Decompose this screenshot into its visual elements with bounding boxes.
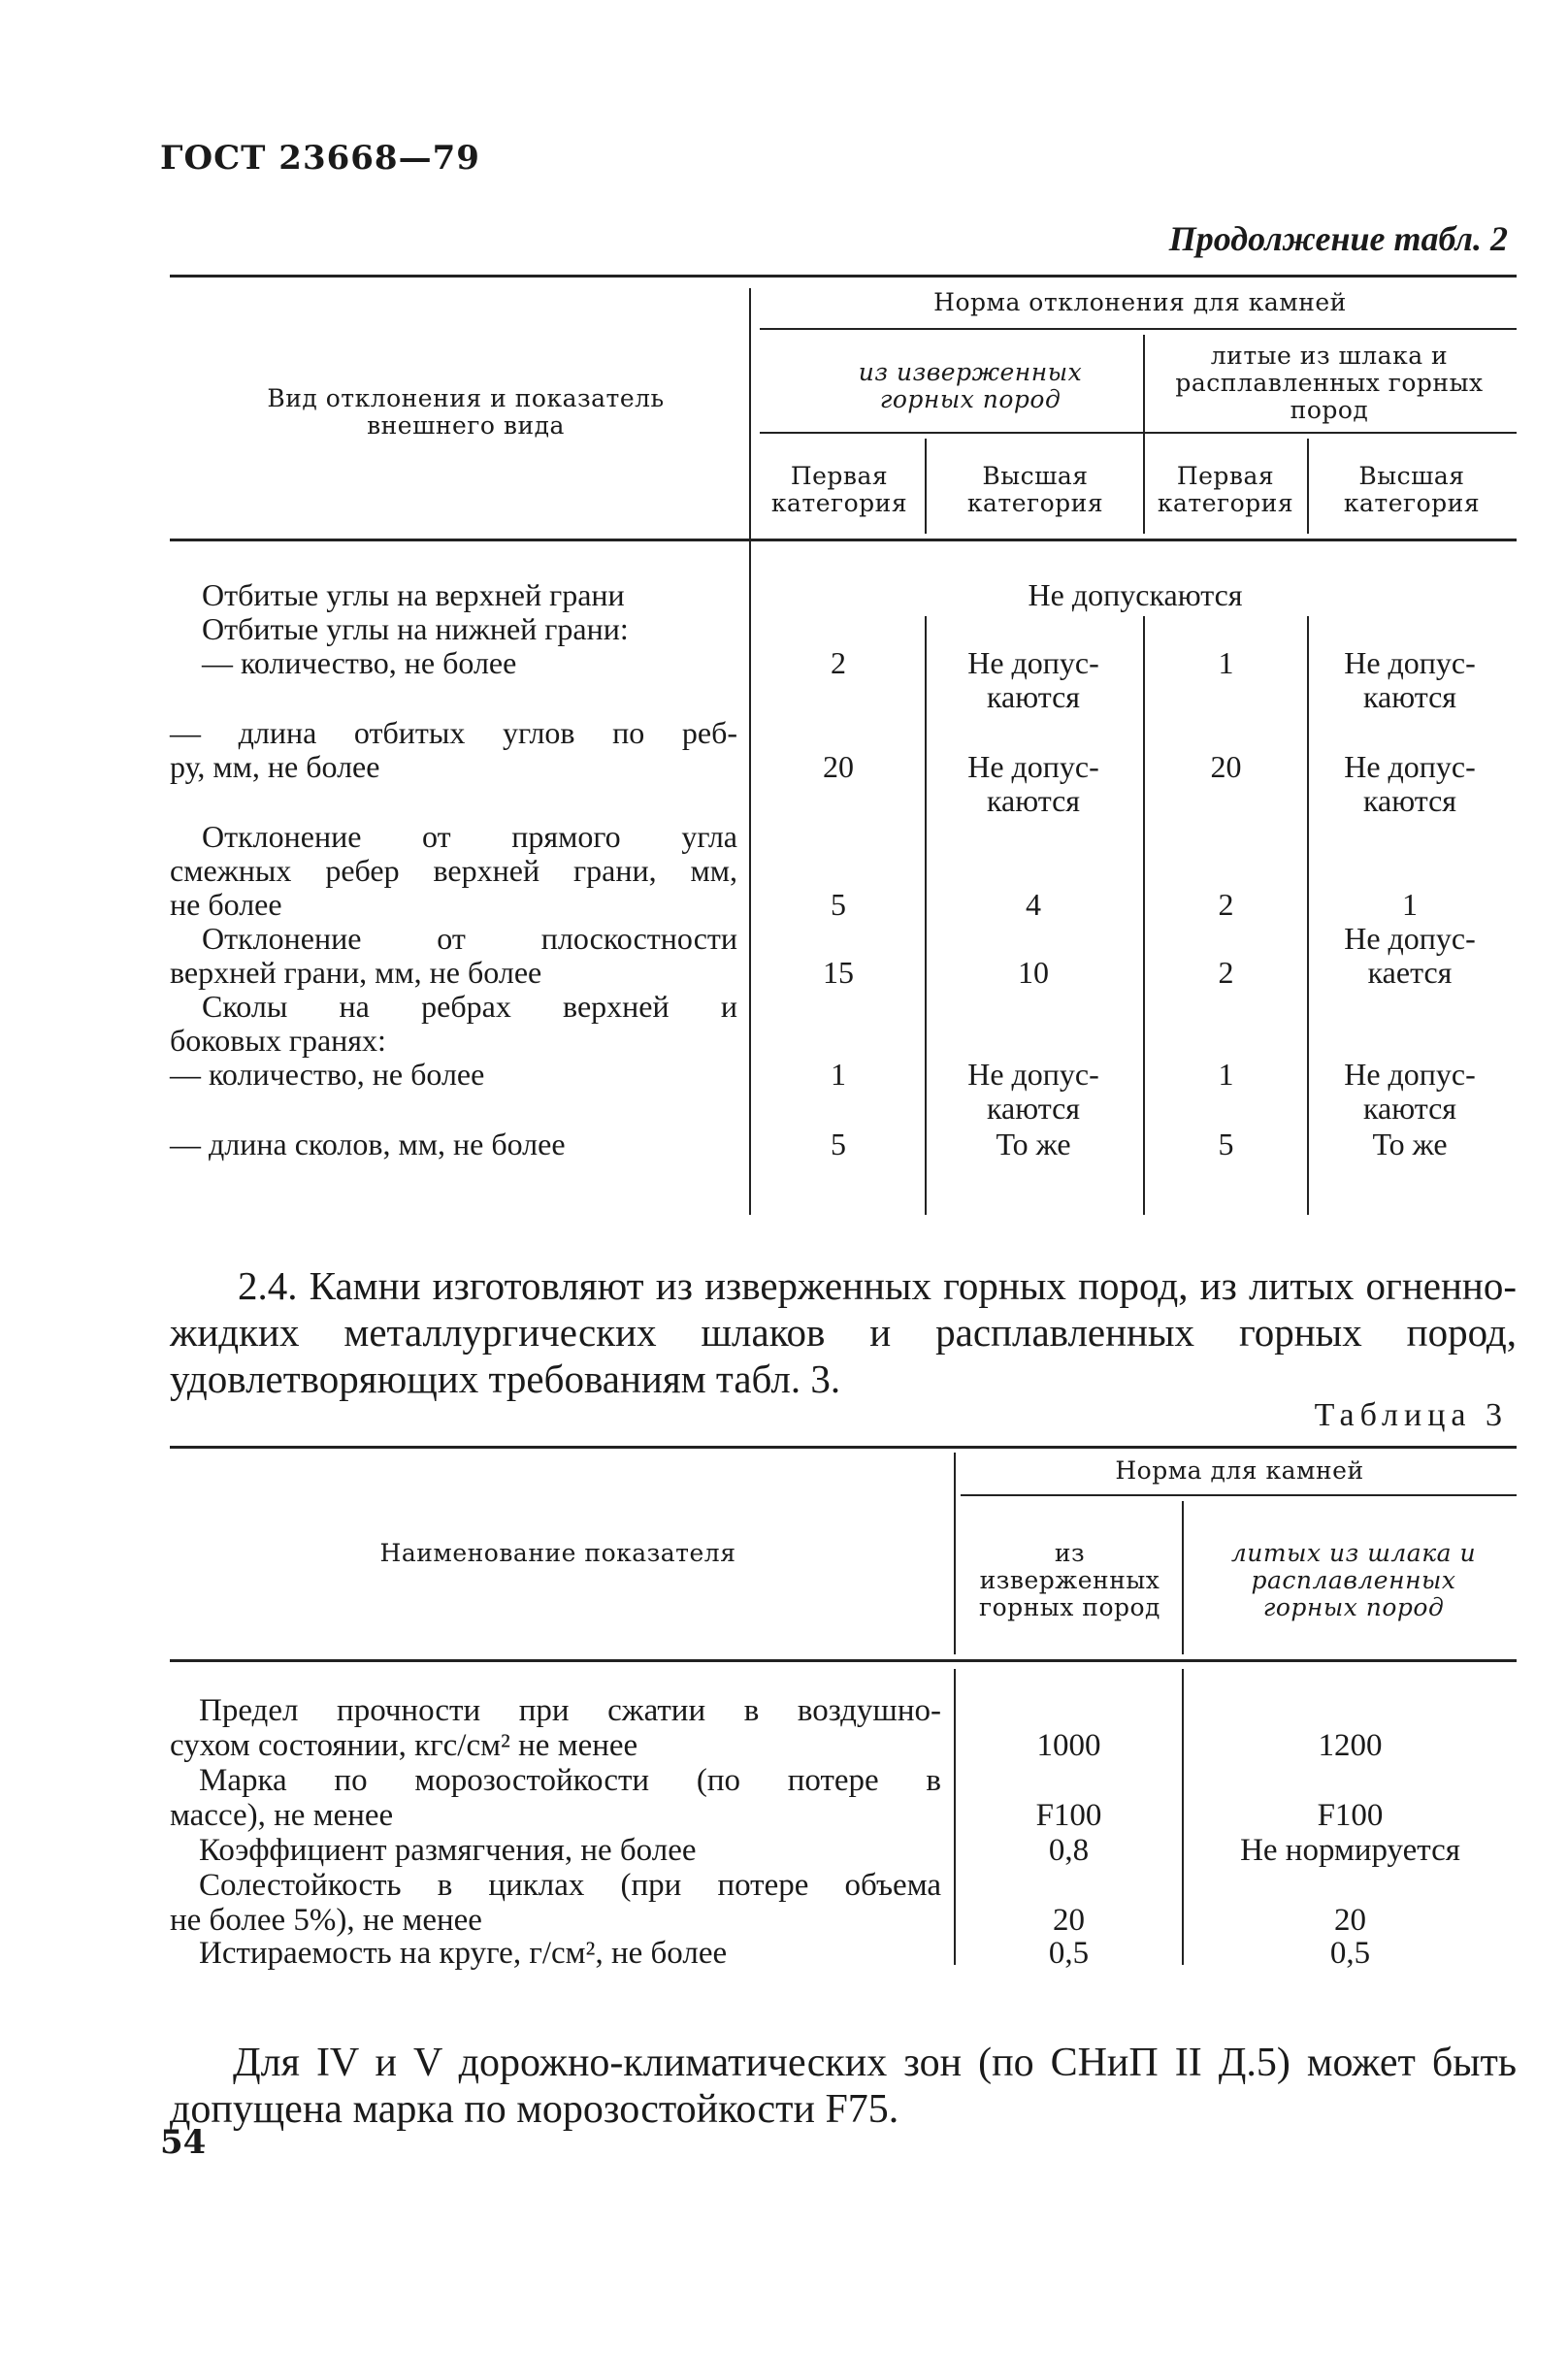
cell-value: 0,5 [1048, 1936, 1090, 1971]
cell-value: То же [996, 1127, 1071, 1161]
table-row-label-cont: ру, мм, не более [170, 749, 380, 784]
column-header-first-1: Первая категория [770, 462, 908, 517]
cell-value: F100 [1317, 1798, 1384, 1833]
merged-value: Не допускаются [1028, 577, 1243, 612]
cell-value: Не допус- каются [967, 749, 1099, 818]
column-header-high-1: Высшая категория [966, 462, 1104, 517]
footnote: Для IV и V дорожно-климатических зон (по СНиП II Д.5) может быть допущена марка по морозостойкости F75. [170, 2041, 1517, 2132]
table-row-label-cont: сухом состоянии, кгс/см² не менее [170, 1728, 638, 1763]
cell-value: Не допус- каются [967, 645, 1099, 714]
column-header-cast: литых из шлака и расплавленных горных пород [1230, 1539, 1477, 1621]
cell-value: 1 [831, 1057, 846, 1092]
table-row-label-cont: боковых гранях: [170, 1023, 386, 1058]
column-header-high-2: Высшая категория [1343, 462, 1481, 517]
table-3-caption: Таблица 3 [1314, 1397, 1508, 1433]
cell-value: 15 [823, 955, 854, 990]
cell-value: 1 [1218, 645, 1234, 680]
table-row-label-cont: массе), не менее [170, 1798, 394, 1833]
cell-value: F100 [1035, 1798, 1102, 1833]
table-row-label-cont: верхней грани, мм, не более [170, 955, 542, 990]
paragraph-2-4: 2.4. Камни изготовляют из изверженных горных пород, из литых огненно-жидких металлургических шлаков и расплавленных горных пород, удовлетворяющих требованиям табл. 3. [170, 1263, 1517, 1401]
table-row-label: — длина сколов, мм, не более [170, 1127, 566, 1161]
cell-value: 5 [831, 887, 846, 922]
cell-value: 1 [1402, 887, 1418, 922]
column-header-norm: Норма отклонения для камней [933, 288, 1347, 316]
cell-value: 20 [823, 749, 854, 784]
table-row-label: Коэффициент размягчения, не более [199, 1833, 697, 1868]
table-row-label: Сколы на ребрах верхней и [202, 989, 737, 1024]
table-row-label-cont: не более 5%), не менее [170, 1903, 482, 1938]
cell-value: 20 [1210, 749, 1242, 784]
column-header-first-2: Первая категория [1157, 462, 1294, 517]
cell-value: 2 [831, 645, 846, 680]
cell-value: 1200 [1318, 1728, 1383, 1763]
table-row-label: — количество, не более [170, 1057, 485, 1092]
column-header-parameter: Вид отклонения и показатель внешнего вида [267, 384, 665, 440]
cell-value: 0,5 [1329, 1936, 1371, 1971]
table-row-label: Отбитые углы на верхней грани [202, 577, 625, 612]
cell-value: 2 [1218, 887, 1234, 922]
table-row-label: Предел прочности при сжатии в воздушно- [199, 1693, 941, 1728]
table-row-label: — количество, не более [202, 645, 517, 680]
cell-value: Не допус- каются [1344, 749, 1476, 818]
table-row-label: Отбитые углы на нижней грани: [202, 611, 629, 646]
cell-value: Не допус- каются [1344, 645, 1476, 714]
cell-value: 2 [1218, 955, 1234, 990]
table-row-label: Отклонение от плоскостности [202, 921, 737, 956]
table-row-label: — длина отбитых углов по реб- [170, 715, 737, 750]
table-row-label-cont: не более [170, 887, 282, 922]
cell-value: 5 [1218, 1127, 1234, 1161]
cell-value: Не допус- каются [1344, 1057, 1476, 1126]
column-header-cast: литые из шлака и расплавленных горных пород [1175, 342, 1484, 424]
table-row-label: Солестойкость в циклах (при потере объема [199, 1868, 941, 1903]
cell-value: 10 [1018, 955, 1049, 990]
column-header-parameter: Наименование показателя [379, 1539, 736, 1567]
cell-value: То же [1372, 1127, 1448, 1161]
table-continuation-caption: Продолжение табл. 2 [1168, 219, 1508, 258]
cell-value: 20 [1053, 1903, 1085, 1938]
table-row-label: Истираемость на круге, г/см², не более [199, 1936, 728, 1971]
standard-number: ГОСТ 23668—79 [160, 139, 480, 178]
cell-value: 5 [831, 1127, 846, 1161]
table-row-label: Марка по морозостойкости (по потере в [199, 1763, 941, 1798]
cell-value: Не нормируется [1240, 1833, 1460, 1868]
table-row-label: Отклонение от прямого угла [202, 819, 737, 854]
column-header-igneous: из изверженных горных пород [858, 358, 1083, 413]
cell-value: Не допус- каются [967, 1057, 1099, 1126]
cell-value: 0,8 [1048, 1833, 1090, 1868]
cell-value: Не допус- кается [1344, 921, 1476, 990]
column-header-igneous: из изверженных горных пород [979, 1539, 1160, 1621]
cell-value: 1 [1218, 1057, 1234, 1092]
cell-value: 4 [1026, 887, 1041, 922]
page-number: 54 [160, 2123, 207, 2162]
column-header-norm: Норма для камней [1115, 1456, 1364, 1485]
table-row-label-cont: смежных ребер верхней грани, мм, [170, 853, 737, 888]
cell-value: 20 [1334, 1903, 1366, 1938]
cell-value: 1000 [1036, 1728, 1101, 1763]
